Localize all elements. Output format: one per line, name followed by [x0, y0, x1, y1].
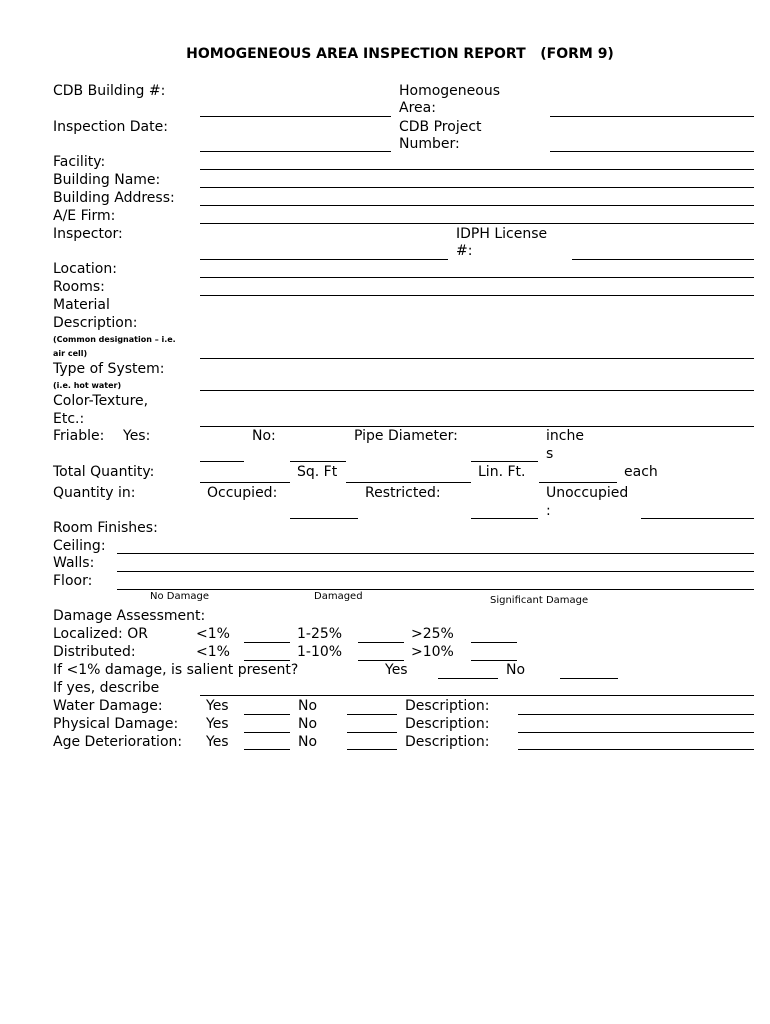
physical-damage-description-field[interactable] — [518, 732, 754, 733]
unoccupied-label-2: : — [546, 503, 551, 519]
homogeneous-area-field[interactable] — [550, 116, 754, 117]
idph-license-label: IDPH License — [456, 226, 548, 242]
age-deterioration-description-field[interactable] — [518, 749, 754, 750]
physical-damage-label: Physical Damage: — [53, 716, 179, 732]
facility-label: Facility: — [53, 154, 106, 170]
water-damage-label: Water Damage: — [53, 698, 163, 714]
distributed-lt1-label: <1% — [196, 644, 230, 660]
material-label-2: Description: — [53, 315, 138, 331]
age-deterioration-yes-field[interactable] — [244, 749, 290, 750]
building-address-label: Building Address: — [53, 190, 175, 206]
occupied-label: Occupied: — [207, 485, 278, 501]
localized-lt1-label: <1% — [196, 626, 230, 642]
localized-1-25-field[interactable] — [358, 642, 404, 643]
localized-1-25-label: 1-25% — [297, 626, 343, 642]
water-damage-no-label: No — [298, 698, 318, 714]
rooms-field[interactable] — [200, 295, 754, 296]
inspection-date-field[interactable] — [200, 151, 391, 152]
pipe-diameter-field[interactable] — [471, 461, 538, 462]
color-texture-field[interactable] — [200, 426, 754, 427]
friable-no-label: No: — [252, 428, 276, 444]
significant-damage-heading: Significant Damage — [490, 595, 589, 606]
room-finishes-label: Room Finishes: — [53, 520, 158, 536]
physical-damage-description-label: Description: — [405, 716, 490, 732]
salient-no-label: No — [506, 662, 526, 678]
restricted-field[interactable] — [471, 518, 538, 519]
walls-label: Walls: — [53, 555, 95, 571]
floor-label: Floor: — [53, 573, 93, 589]
color-texture-label: Color-Texture, — [53, 393, 149, 409]
localized-label: Localized: OR — [53, 626, 148, 642]
cdb-project-label-2: Number: — [399, 136, 460, 152]
idph-license-label-2: #: — [456, 243, 473, 259]
salient-yes-label: Yes — [385, 662, 408, 678]
page-title: HOMOGENEOUS AREA INSPECTION REPORT (FORM 9) — [186, 46, 614, 62]
age-deterioration-no-label: No — [298, 734, 318, 750]
age-deterioration-no-field[interactable] — [347, 749, 397, 750]
inches-label: inche — [546, 428, 584, 444]
type-system-label: Type of System: — [53, 361, 165, 377]
salient-no-field[interactable] — [560, 678, 618, 679]
localized-gt25-field[interactable] — [471, 642, 517, 643]
building-address-field[interactable] — [200, 205, 754, 206]
quantity-in-label: Quantity in: — [53, 485, 136, 501]
water-damage-yes-label: Yes — [206, 698, 229, 714]
common-designation-hint: (Common designation – i.e. — [53, 335, 176, 344]
distributed-1-10-label: 1-10% — [297, 644, 343, 660]
building-name-label: Building Name: — [53, 172, 161, 188]
physical-damage-yes-label: Yes — [206, 716, 229, 732]
restricted-label: Restricted: — [365, 485, 441, 501]
homogeneous-area-label-2: Area: — [399, 100, 436, 116]
salient-yes-field[interactable] — [438, 678, 498, 679]
cdb-project-number-field[interactable] — [550, 151, 754, 152]
unoccupied-label: Unoccupied — [546, 485, 629, 501]
ceiling-label: Ceiling: — [53, 538, 106, 554]
idph-license-field[interactable] — [572, 259, 754, 260]
age-deterioration-description-label: Description: — [405, 734, 490, 750]
inspector-label: Inspector: — [53, 226, 123, 242]
inspector-field[interactable] — [200, 259, 448, 260]
sq-ft-label: Sq. Ft — [297, 464, 338, 480]
material-description-field[interactable] — [200, 358, 754, 359]
water-damage-yes-field[interactable] — [244, 714, 290, 715]
unoccupied-field[interactable] — [641, 518, 754, 519]
building-name-field[interactable] — [200, 187, 754, 188]
age-deterioration-yes-label: Yes — [206, 734, 229, 750]
ae-firm-label: A/E Firm: — [53, 208, 116, 224]
salient-question: If <1% damage, is salient present? — [53, 662, 299, 678]
floor-field[interactable] — [117, 589, 754, 590]
ceiling-field[interactable] — [117, 553, 754, 554]
pipe-diameter-label: Pipe Diameter: — [354, 428, 458, 444]
each-field[interactable] — [539, 482, 617, 483]
type-system-field[interactable] — [200, 390, 754, 391]
friable-yes-label: Yes: — [123, 428, 151, 444]
water-damage-description-field[interactable] — [518, 714, 754, 715]
water-damage-description-label: Description: — [405, 698, 490, 714]
location-field[interactable] — [200, 277, 754, 278]
location-label: Location: — [53, 261, 117, 277]
cdb-building-field[interactable] — [200, 116, 391, 117]
lin-ft-label: Lin. Ft. — [478, 464, 526, 480]
cdb-building-label: CDB Building #: — [53, 83, 166, 99]
damaged-heading: Damaged — [314, 591, 363, 602]
physical-damage-no-field[interactable] — [347, 732, 397, 733]
hot-water-hint: (i.e. hot water) — [53, 381, 122, 390]
localized-lt1-field[interactable] — [244, 642, 290, 643]
lin-ft-field[interactable] — [346, 482, 471, 483]
walls-field[interactable] — [117, 571, 754, 572]
localized-gt25-label: >25% — [411, 626, 454, 642]
friable-yes-field[interactable] — [200, 461, 244, 462]
each-label: each — [624, 464, 658, 480]
if-yes-describe-field[interactable] — [200, 695, 754, 696]
inches-label-2: s — [546, 446, 554, 462]
friable-label: Friable: — [53, 428, 105, 444]
age-deterioration-label: Age Deterioration: — [53, 734, 183, 750]
no-damage-heading: No Damage — [150, 591, 209, 602]
cdb-project-label: CDB Project — [399, 119, 482, 135]
occupied-field[interactable] — [290, 518, 358, 519]
water-damage-no-field[interactable] — [347, 714, 397, 715]
ae-firm-field[interactable] — [200, 223, 754, 224]
physical-damage-yes-field[interactable] — [244, 732, 290, 733]
inspection-date-label: Inspection Date: — [53, 119, 168, 135]
homogeneous-area-label: Homogeneous — [399, 83, 501, 99]
total-quantity-label: Total Quantity: — [53, 464, 155, 480]
material-label: Material — [53, 297, 110, 313]
damage-assessment-label: Damage Assessment: — [53, 608, 206, 624]
distributed-gt10-label: >10% — [411, 644, 454, 660]
if-yes-describe-label: If yes, describe — [53, 680, 160, 696]
distributed-label: Distributed: — [53, 644, 136, 660]
physical-damage-no-label: No — [298, 716, 318, 732]
facility-field[interactable] — [200, 169, 754, 170]
friable-no-field[interactable] — [290, 461, 346, 462]
rooms-label: Rooms: — [53, 279, 105, 295]
color-texture-label-2: Etc.: — [53, 411, 85, 427]
common-designation-hint-2: air cell) — [53, 349, 88, 358]
sq-ft-field[interactable] — [200, 482, 290, 483]
